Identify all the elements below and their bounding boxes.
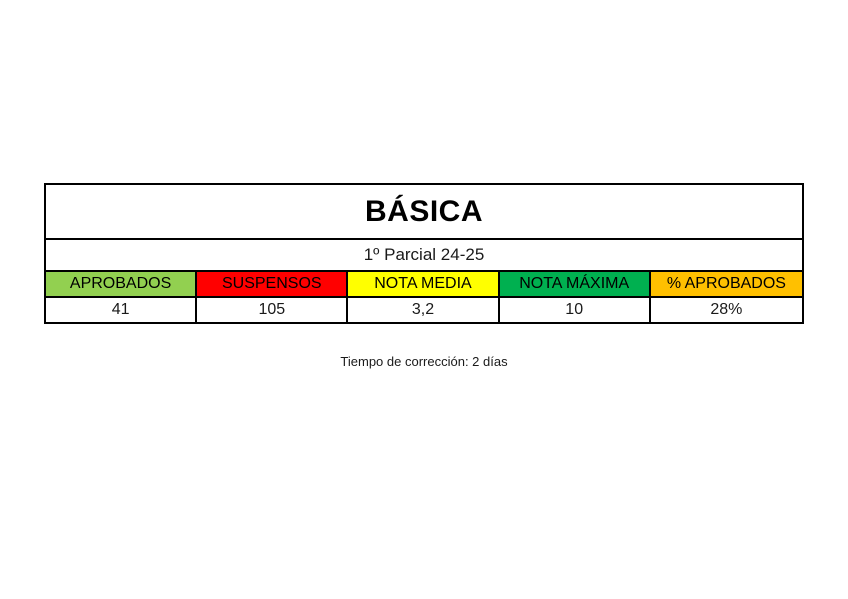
table-subtitle-row [46, 240, 802, 272]
header-cell-nota-maxima: NOTA MÁXIMA [500, 272, 651, 296]
header-cell-suspensos: SUSPENSOS [197, 272, 348, 296]
header-cell-pct-aprobados: % APROBADOS [651, 272, 802, 296]
table-title-row [46, 185, 802, 240]
value-cell-suspensos: 105 [197, 298, 348, 322]
table-subtitle: 1º Parcial 24-25 [363, 245, 485, 264]
value-cell-nota-media: 3,2 [348, 298, 499, 322]
correction-time-caption: Tiempo de corrección: 2 días [340, 354, 508, 369]
table-value-row [46, 298, 802, 322]
table-header-row [46, 272, 802, 298]
table-title: BÁSICA [364, 194, 483, 228]
results-table [44, 183, 804, 324]
header-cell-aprobados: APROBADOS [46, 272, 197, 296]
header-cell-nota-media: NOTA MEDIA [348, 272, 499, 296]
value-cell-nota-maxima: 10 [500, 298, 651, 322]
value-cell-aprobados: 41 [46, 298, 197, 322]
value-cell-pct-aprobados: 28% [651, 298, 802, 322]
